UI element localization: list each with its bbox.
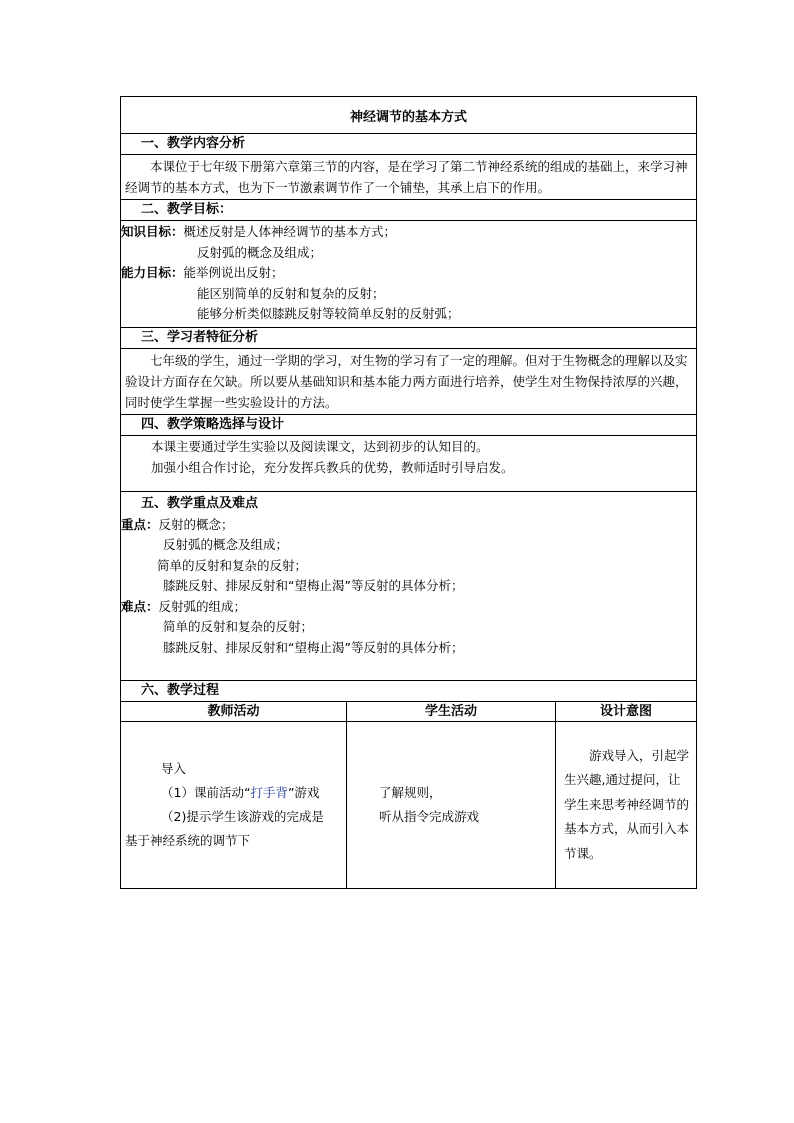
knowledge-objective-item: 反射弧的概念及组成；	[197, 244, 323, 260]
difficulty-item: 膝跳反射、排尿反射和“望梅止渴”等反射的具体分析；	[163, 639, 464, 655]
key-point-row	[121, 515, 696, 536]
key-point-item: 简单的反射和复杂的反射；	[157, 557, 308, 573]
section-heading-objectives: 二、教学目标：	[121, 200, 697, 221]
teacher-activity-text: （1）课前活动“	[161, 785, 251, 800]
teacher-activity-line: （2)提示学生该游戏的完成是	[161, 809, 324, 824]
column-header-student: 学生活动	[347, 702, 556, 722]
game-name: 打手背	[250, 785, 288, 800]
teacher-activity-line	[121, 781, 346, 805]
knowledge-objective-item: 概述反射是人体神经调节的基本方式；	[183, 224, 397, 239]
lesson-plan-table	[120, 96, 697, 889]
document-title: 神经调节的基本方式	[121, 97, 697, 134]
teacher-activity-text: ”游戏	[287, 785, 320, 800]
student-activity-line: 听从指令完成游戏	[379, 809, 480, 824]
lesson-plan-document	[120, 96, 696, 889]
difficulty-label: 难点：	[121, 598, 159, 614]
strategy-line: 本课主要通过学生实验以及阅读课文，达到初步的认知目的。	[151, 439, 489, 454]
section-heading-content-analysis: 一、教学内容分析	[121, 134, 697, 155]
key-point-item: 反射弧的概念及组成；	[163, 537, 289, 552]
ability-objective-row	[121, 263, 696, 284]
section-heading-process: 六、教学过程	[121, 681, 697, 702]
ability-objective-item: 能够分析类似膝跳反射等较简单反射的反射弧；	[197, 306, 460, 321]
teacher-activity-line: 导入	[161, 761, 187, 776]
ability-objective-item: 能区别简单的反射和复杂的反射；	[197, 285, 385, 301]
ability-objective-label: 能力目标：	[121, 265, 184, 280]
column-header-teacher: 教师活动	[121, 702, 347, 722]
key-point-label: 重点：	[121, 516, 159, 532]
strategy-line: 加强小组合作讨论，充分发挥兵教兵的优势，教师适时引导启发。	[151, 459, 514, 475]
key-point-item: 反射的概念；	[158, 516, 234, 532]
learner-analysis-text: 七年级的学生，通过一学期的学习，对生物的学习有了一定的理解。但对于生物概念的理解以及实验设计方面存在欠缺。所以要从基础知识和基本能力两方面进行培养，使学生对生物保持浓厚的兴趣，同时使学生掌握一些实验设计的方法。	[121, 349, 697, 415]
ability-objective-item: 能举例说出反射；	[183, 265, 284, 280]
student-activity-line: 了解规则，	[379, 785, 442, 800]
section-heading-strategy: 四、教学策略选择与设计	[121, 415, 697, 436]
objectives-block	[121, 221, 697, 328]
section-heading-key-points: 五、教学重点及难点	[141, 496, 259, 511]
teacher-activity-cell	[121, 722, 347, 889]
content-analysis-text: 本课位于七年级下册第六章第三节的内容，是在学习了第二节神经系统的组成的基础上，来学习神经调节的基本方式，也为下一节激素调节作了一个铺垫，其承上启下的作用。	[121, 155, 697, 200]
design-intent-cell: 游戏导入，引起学生兴趣,通过提问，让学生来思考神经调节的基本方式，从而引入本节课。	[556, 722, 697, 889]
strategy-block	[121, 436, 697, 492]
knowledge-objective-row	[121, 222, 696, 243]
student-activity-cell	[347, 722, 556, 889]
difficulty-item: 简单的反射和复杂的反射；	[163, 619, 314, 634]
difficulty-row	[121, 597, 696, 618]
teacher-activity-line: 基于神经系统的调节下	[125, 833, 251, 848]
key-point-item: 膝跳反射、排尿反射和“望梅止渴”等反射的具体分析；	[163, 578, 464, 593]
knowledge-objective-label: 知识目标：	[121, 224, 184, 239]
section-heading-learner-analysis: 三、学习者特征分析	[121, 328, 697, 349]
difficulty-item: 反射弧的组成；	[158, 598, 247, 614]
key-points-block	[121, 492, 697, 681]
column-header-intent: 设计意图	[556, 702, 697, 722]
